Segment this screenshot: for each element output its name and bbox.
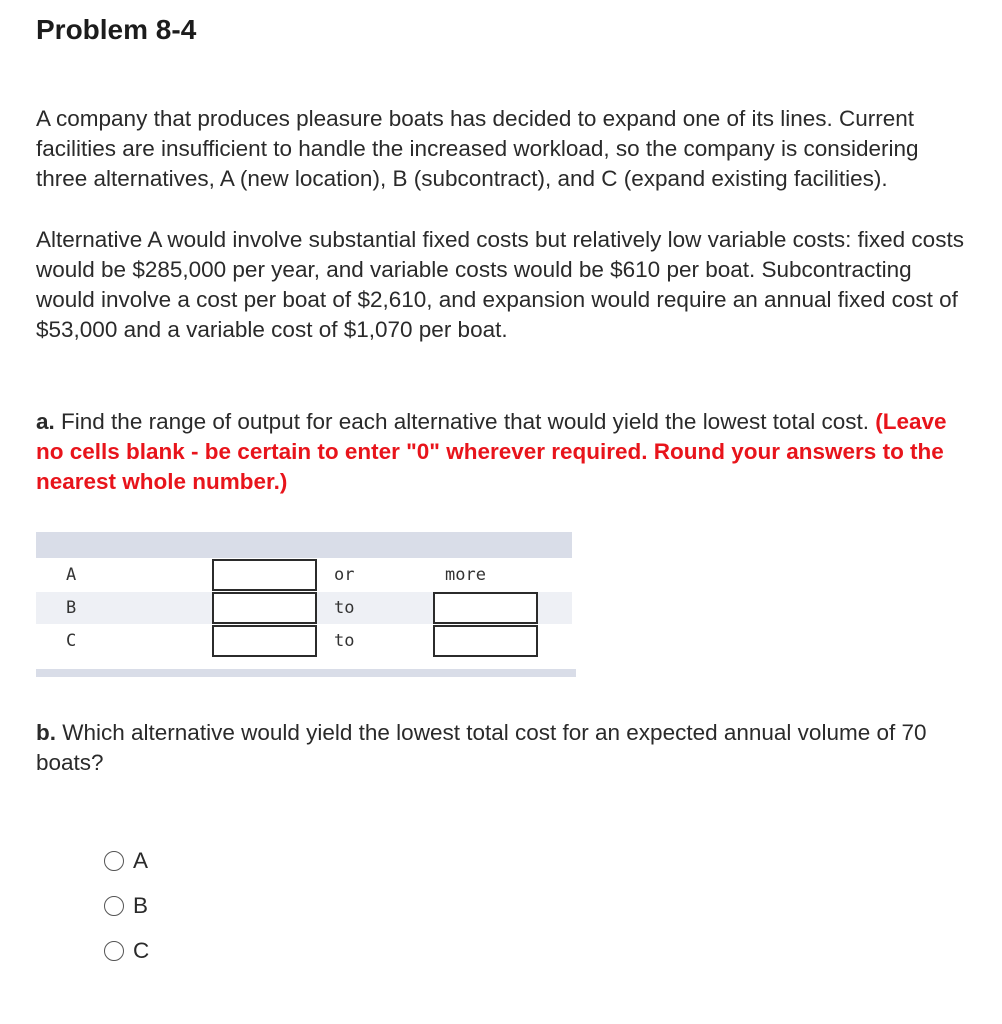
row-c-high-input[interactable] <box>433 625 538 657</box>
option-a[interactable] <box>104 838 149 883</box>
row-b-high-input[interactable] <box>433 592 538 624</box>
table-row-c <box>36 625 572 657</box>
option-b[interactable] <box>104 883 149 928</box>
table-row-a <box>36 559 572 591</box>
row-c-label: C <box>66 631 77 651</box>
table-row-b <box>36 592 572 624</box>
radio-option-c[interactable] <box>104 941 124 961</box>
radio-option-b[interactable] <box>104 896 124 916</box>
part-b-label: b. <box>36 720 56 745</box>
table-footer-bar <box>36 669 576 677</box>
row-b-label: B <box>66 598 77 618</box>
row-c-connector: to <box>334 631 355 651</box>
table-header <box>36 532 572 558</box>
option-a-label: A <box>133 847 149 873</box>
part-b-question <box>36 718 971 778</box>
row-a-connector: or <box>334 565 355 585</box>
intro-paragraph: A company that produces pleasure boats has decided to expand one of its lines. Current facilities are insufficient to handle the increased workload, so the company is considering three alternatives, A (new location), B (subcontract), and C (expand existing facilities). <box>36 106 919 191</box>
range-table <box>36 532 572 678</box>
part-b-options <box>104 838 149 973</box>
row-a-low-input[interactable] <box>212 559 317 591</box>
row-c-low-input[interactable] <box>212 625 317 657</box>
part-a-label: a. <box>36 409 55 434</box>
row-b-low-input[interactable] <box>212 592 317 624</box>
part-a-question <box>36 407 971 497</box>
row-a-more-text: more <box>445 565 486 585</box>
radio-option-a[interactable] <box>104 851 124 871</box>
part-a-instruction: (Leave no cells blank - be certain to enter "0" wherever required. Round your answers to the nearest whole number.) <box>36 409 947 494</box>
row-a-label: A <box>66 565 77 585</box>
details-paragraph: Alternative A would involve substantial fixed costs but relatively low variable costs: fixed costs would be $285,000 per year, and variable costs would be $610 per boat. Subcontracting would involve a cost per boat of $2,610, and expansion would require an annual fixed cost of $53,000 and a variable cost of $1,070 per boat. <box>36 227 964 342</box>
option-c[interactable] <box>104 928 149 973</box>
part-a-text: Find the range of output for each alternative that would yield the lowest total cost. <box>61 409 870 434</box>
problem-title: Problem 8-4 <box>36 14 197 45</box>
part-b-text: Which alternative would yield the lowest total cost for an expected annual volume of 70 boats? <box>36 720 927 775</box>
row-b-connector: to <box>334 598 355 618</box>
option-b-label: B <box>133 892 149 918</box>
option-c-label: C <box>133 937 150 963</box>
